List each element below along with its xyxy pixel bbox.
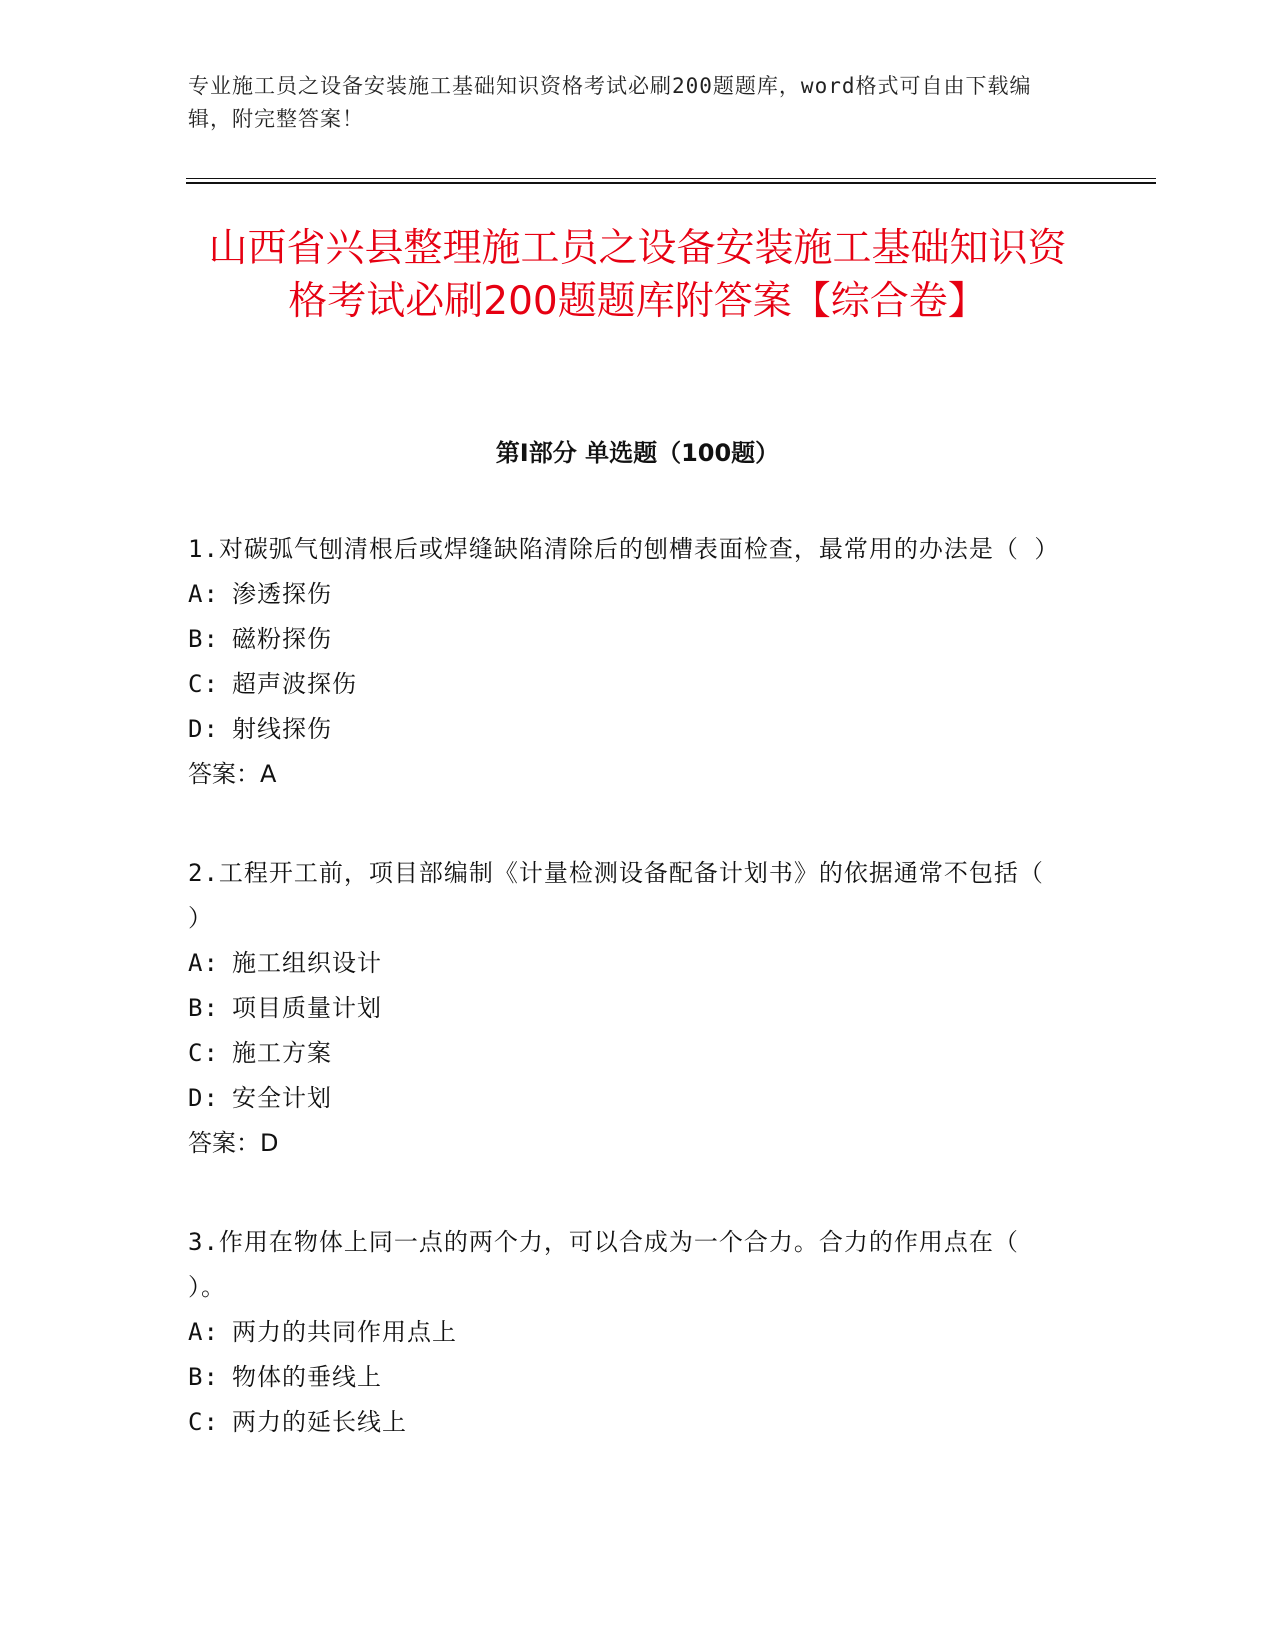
option-d: [188, 707, 1068, 752]
option-c: [188, 1400, 1068, 1445]
option-a: [188, 941, 1068, 986]
option-letter: A:: [188, 949, 219, 977]
header-rule-thick: [186, 182, 1156, 184]
option-letter: C:: [188, 670, 219, 698]
option-d: [188, 1076, 1068, 1121]
option-letter: B:: [188, 625, 219, 653]
question-1: [188, 527, 1068, 797]
question-3: [188, 1220, 1068, 1445]
option-c: [188, 1031, 1068, 1076]
option-text: 射线探伤: [232, 715, 332, 743]
option-text: 施工方案: [232, 1039, 332, 1067]
answer-line: [188, 752, 1068, 797]
option-a: [188, 1310, 1068, 1355]
header-rule-thin: [186, 178, 1156, 179]
question-stem: 1.对碳弧气刨清根后或焊缝缺陷清除后的刨槽表面检查，最常用的办法是（ ）: [188, 535, 1060, 563]
option-b: [188, 1355, 1068, 1400]
option-letter: D:: [188, 715, 219, 743]
answer-line: [188, 1121, 1068, 1166]
option-letter: A:: [188, 580, 219, 608]
answer-label: 答案：: [188, 760, 260, 788]
option-text: 施工组织设计: [232, 949, 382, 977]
option-b: [188, 617, 1068, 662]
option-text: 磁粉探伤: [232, 625, 332, 653]
option-text: 渗透探伤: [232, 580, 332, 608]
header-note: 专业施工员之设备安装施工基础知识资格考试必刷200题题库，word格式可自由下载编辑，附完整答案！: [188, 74, 1032, 131]
option-a: [188, 572, 1068, 617]
option-text: 超声波探伤: [232, 670, 357, 698]
option-text: 项目质量计划: [232, 994, 382, 1022]
question-stem: 3.作用在物体上同一点的两个力，可以合成为一个合力。合力的作用点在（ ）。: [188, 1228, 1019, 1301]
option-letter: D:: [188, 1084, 219, 1112]
section-title: 第I部分 单选题（100题）: [495, 439, 780, 467]
option-letter: A:: [188, 1318, 219, 1346]
option-text: 两力的共同作用点上: [232, 1318, 457, 1346]
document-title: 山西省兴县整理施工员之设备安装施工基础知识资格考试必刷200题题库附答案【综合卷】: [208, 226, 1067, 324]
option-text: 两力的延长线上: [232, 1408, 407, 1436]
option-text: 安全计划: [232, 1084, 332, 1112]
option-letter: B:: [188, 994, 219, 1022]
option-b: [188, 986, 1068, 1031]
answer-label: 答案：: [188, 1129, 260, 1157]
question-2: [188, 851, 1068, 1166]
option-letter: C:: [188, 1408, 219, 1436]
option-text: 物体的垂线上: [232, 1363, 382, 1391]
option-c: [188, 662, 1068, 707]
question-stem: 2.工程开工前，项目部编制《计量检测设备配备计划书》的依据通常不包括（ ）: [188, 859, 1044, 932]
answer-value: A: [260, 760, 277, 788]
option-letter: B:: [188, 1363, 219, 1391]
option-letter: C:: [188, 1039, 219, 1067]
answer-value: D: [260, 1129, 279, 1157]
question-list: [188, 527, 1068, 1499]
